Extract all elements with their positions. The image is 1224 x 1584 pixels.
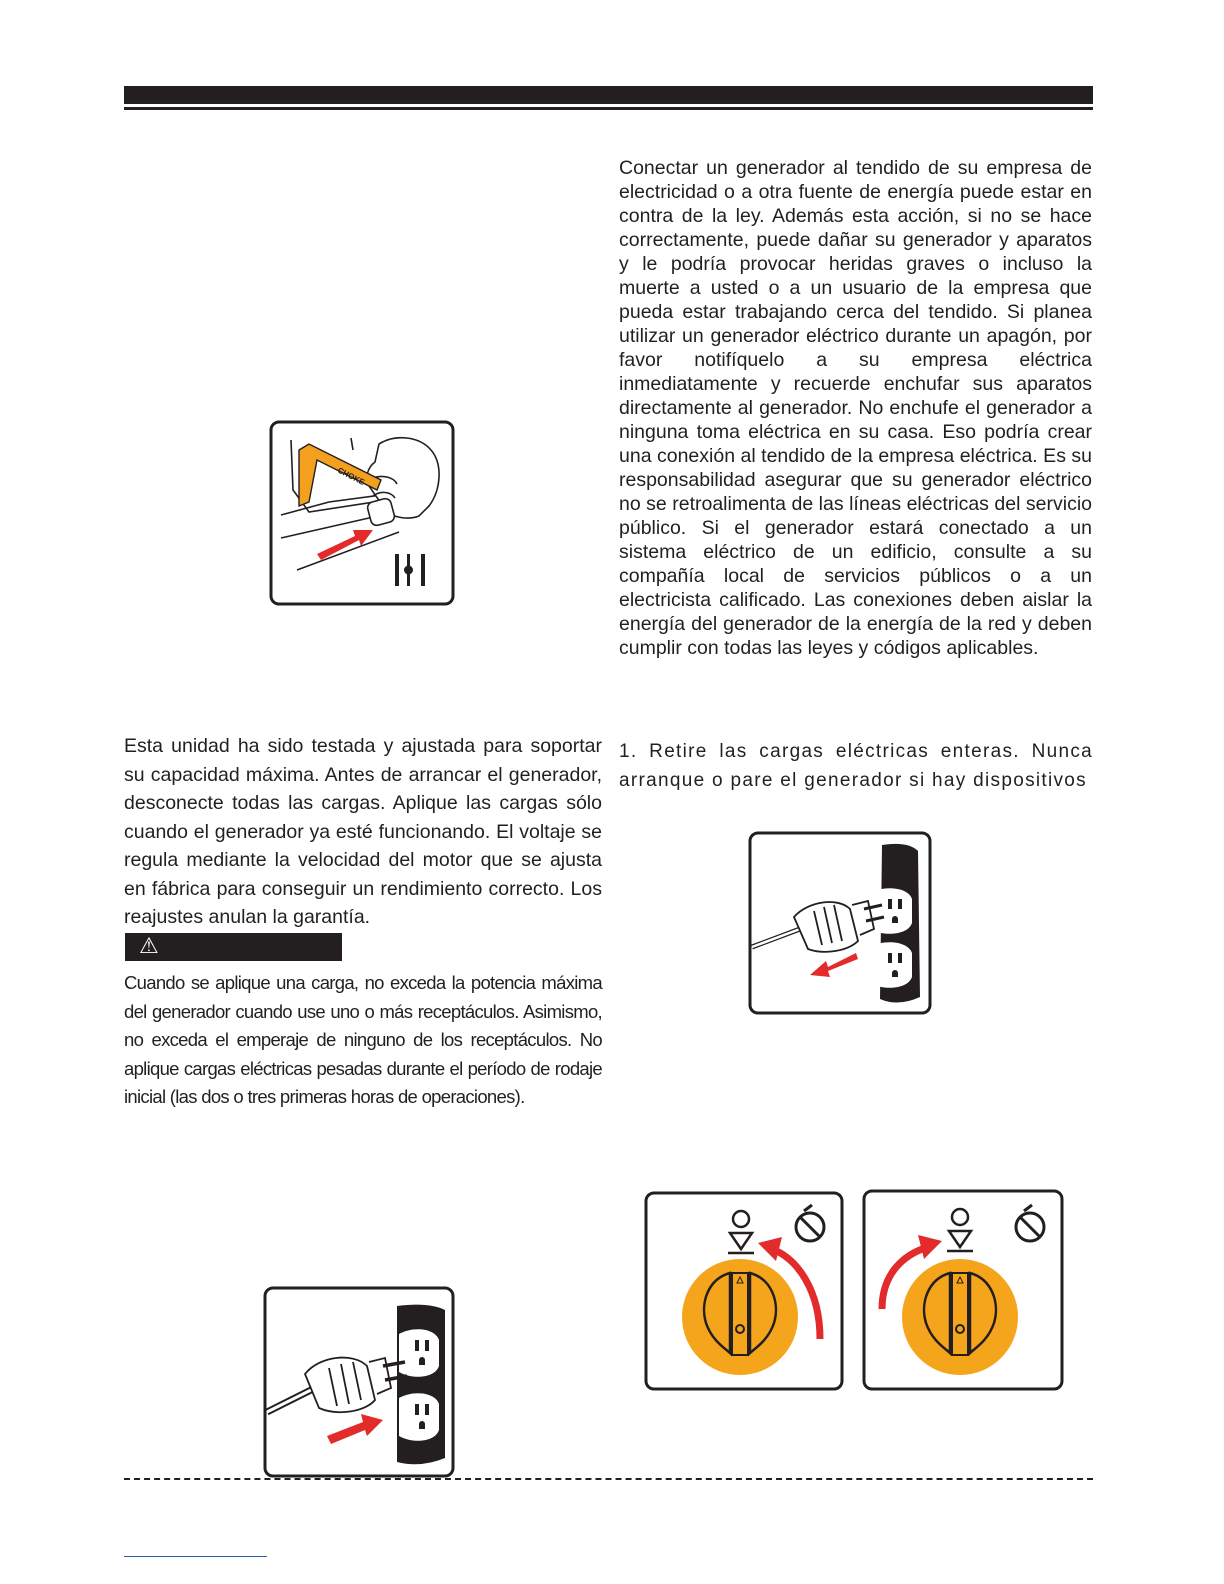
warning-bar xyxy=(125,933,342,961)
fuel-knob-rotate-left-figure xyxy=(644,1191,844,1391)
load-instructions-paragraph: Esta unidad ha sido testada y ajustada para soportar su capacidad máxima. Antes de arrancar el generador, desconecte todas las cargas. Aplique las cargas sólo cuando el generador ya esté funcionando. El voltaje se regula mediante la velocidad del motor que se ajusta en fábrica para conseguir un rendimiento correcto. Los reajustes anulan la garantía. xyxy=(124,735,602,928)
warning-triangle-icon: ⚠ xyxy=(139,934,159,959)
choke-lever-figure xyxy=(269,420,455,606)
header-rule xyxy=(124,86,1093,104)
warning-text: Cuando se aplique una carga, no exceda la potencia máxima del generador cuando use uno o más receptáculos. Asimismo, no exceda el emperaje de ninguno de los receptáculos. No aplique cargas eléctricas pesadas durante el período de rodaje inicial (las dos o tres primeras horas de operaciones). xyxy=(124,972,602,1108)
header-rule-thin xyxy=(124,107,1093,110)
fuel-knob-rotate-right-figure xyxy=(862,1189,1064,1391)
plug-in-figure xyxy=(263,1286,455,1478)
footer-link-underline xyxy=(124,1556,267,1557)
unplug-figure xyxy=(748,831,932,1015)
choke-label: CHOKE xyxy=(336,465,366,487)
step-1-text: 1. Retire las cargas eléctricas enteras. Nunca arranque o pare el generador si hay dispositivos xyxy=(619,741,1093,791)
utility-connection-warning-paragraph: Conectar un generador al tendido de su empresa de electricidad o a otra fuente de energía puede estar en contra de la ley. Además esta acción, si no se hace correctamente, puede dañar su generador y aparatos y le podría provocar heridas graves o incluso la muerte a usted o a un usuario de la empresa que pueda estar trabajando cerca del tendido. Si planea utilizar un generador eléctrico durante un apagón, por favor notifíquelo a su empresa eléctrica inmediatamente y recuerde enchufar sus aparatos directamente al generador. No enchufe el generador a ninguna toma eléctrica en su casa. Eso podría crear una conexión al tendido de la empresa eléctrica. Es su responsabilidad asegurar que su generador eléctrico no se retroalimenta de las líneas eléctricas del servicio público. Si el generador estará conectado a un sistema eléctrico de un edificio, consulte a su compañía local de servicios públicos o a un electricista calificado. Las conexiones deben aislar la energía del generador de la energía de la red y deben cumplir con todas las leyes y códigos aplicables. xyxy=(619,157,1092,659)
footer-dashed-rule xyxy=(124,1478,1093,1480)
